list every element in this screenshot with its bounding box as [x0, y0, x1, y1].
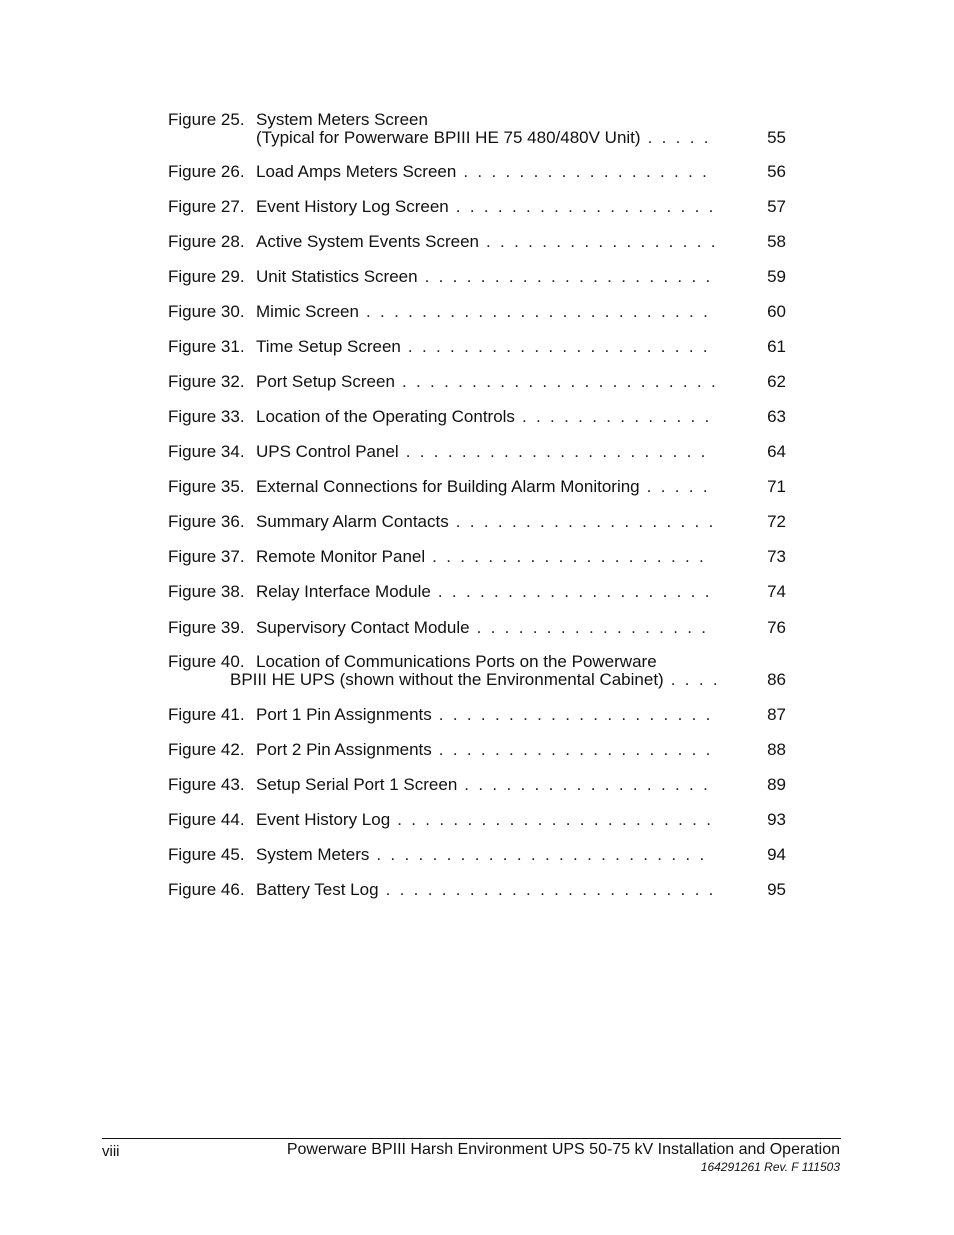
figure-title: Remote Monitor Panel	[256, 547, 426, 566]
figure-number: Figure 44.	[168, 810, 245, 829]
dot-leader: . . . . . . . . . . . . . . . . . . . .	[425, 547, 707, 566]
figure-title-row	[256, 373, 718, 391]
toc-entry	[168, 881, 788, 899]
toc-entry	[168, 478, 788, 496]
figure-title: Port 2 Pin Assignments	[256, 740, 432, 759]
figure-title: Battery Test Log	[256, 880, 379, 899]
figure-title-row	[256, 268, 713, 286]
dot-leader: . . . . . . . . . . . . . . . . . .	[456, 162, 710, 181]
toc-entry	[168, 268, 788, 286]
figure-title: Location of Communications Ports on the Powerware	[256, 652, 657, 671]
toc-entry	[168, 653, 788, 689]
figure-number: Figure 28.	[168, 232, 245, 251]
figure-title-row	[256, 198, 716, 216]
figure-number: Figure 38.	[168, 582, 245, 601]
page-number: 73	[767, 547, 786, 566]
toc-entry	[168, 303, 788, 321]
toc-entry	[168, 776, 788, 794]
page-number: 59	[767, 267, 786, 286]
figure-number: Figure 27.	[168, 197, 245, 216]
toc-entry	[168, 233, 788, 251]
toc-entry	[168, 583, 788, 601]
dot-leader: . . . . . . . . . . . . . . . . . . . . . . . .	[378, 880, 716, 899]
page-number: 88	[767, 740, 786, 759]
figure-title: System Meters	[256, 845, 370, 864]
dot-leader: . . . . . . . . . . . . . . . . . . . . . . . .	[369, 845, 707, 864]
toc-entry	[168, 111, 788, 147]
dot-leader: . . . . . . . . . . . . . . . . . . . .	[430, 582, 712, 601]
dot-leader: . . . . . . . . . . . . . . . . .	[469, 618, 709, 637]
page-number: 60	[767, 302, 786, 321]
figure-title-row	[256, 846, 706, 864]
figure-title: Active System Events Screen	[256, 232, 479, 251]
figure-title: Summary Alarm Contacts	[256, 512, 449, 531]
dot-leader: . . . . . . . . . . . . . . . . . . . . . . .	[390, 810, 714, 829]
figure-title-row	[256, 408, 712, 426]
dot-leader: . . . . . . . . . . . . . . . . . . .	[448, 197, 716, 216]
figure-number: Figure 33.	[168, 407, 245, 426]
dot-leader: . . . . .	[640, 128, 711, 147]
figure-title: Relay Interface Module	[256, 582, 431, 601]
figure-number: Figure 41.	[168, 705, 245, 724]
dot-leader: . . . . . . . . . . . . . . . . . . . . . . . . .	[358, 302, 711, 321]
dot-leader: . . . .	[663, 670, 720, 689]
figure-title: Event History Log Screen	[256, 197, 449, 216]
figure-title: Setup Serial Port 1 Screen	[256, 775, 458, 794]
toc-entry	[168, 338, 788, 356]
figure-title-row	[256, 811, 713, 829]
figure-title: System Meters Screen	[256, 110, 428, 129]
dot-leader: . . . . . . . . . . . . . .	[514, 407, 712, 426]
toc-entry	[168, 373, 788, 391]
figure-number: Figure 34.	[168, 442, 245, 461]
figure-title-row	[256, 303, 710, 321]
dot-leader: . . . . . . . . . . . . . . . . . . . . . .	[400, 337, 710, 356]
toc-entry	[168, 548, 788, 566]
figure-title-row	[256, 548, 706, 566]
figure-title: Supervisory Contact Module	[256, 618, 470, 637]
figure-number: Figure 39.	[168, 618, 245, 637]
figure-title-row	[256, 478, 710, 496]
figure-title-line2: BPIII HE UPS (shown without the Environmental Cabinet)	[230, 670, 664, 689]
toc-entry	[168, 408, 788, 426]
toc-entry	[168, 443, 788, 461]
figure-title: Event History Log	[256, 810, 391, 829]
toc-entry	[168, 619, 788, 637]
toc-entry	[168, 513, 788, 531]
figure-title-row	[256, 619, 708, 637]
page-number: 72	[767, 512, 786, 531]
toc-entry	[168, 846, 788, 864]
figure-title-continued	[256, 129, 711, 147]
page-number: 61	[767, 337, 786, 356]
figure-title-row	[256, 163, 709, 181]
figure-number: Figure 25.	[168, 110, 245, 129]
figure-number: Figure 31.	[168, 337, 245, 356]
figure-number: Figure 43.	[168, 775, 245, 794]
figure-title: External Connections for Building Alarm Monitoring	[256, 477, 640, 496]
dot-leader: . . . . . . . . . . . . . . . . . . . .	[431, 705, 713, 724]
toc-entry	[168, 163, 788, 181]
toc-entry	[168, 811, 788, 829]
page-number: 74	[767, 582, 786, 601]
page-number: 56	[767, 162, 786, 181]
page-number: 58	[767, 232, 786, 251]
dot-leader: . . . . . . . . . . . . . . . . . . . . . . .	[394, 372, 718, 391]
toc-entry	[168, 706, 788, 724]
page-number: 62	[767, 372, 786, 391]
dot-leader: . . . . . . . . . . . . . . . . . . .	[448, 512, 716, 531]
figure-title: Time Setup Screen	[256, 337, 401, 356]
dot-leader: . . . . . . . . . . . . . . . . .	[478, 232, 718, 251]
footer-document-title: Powerware BPIII Harsh Environment UPS 50-75 kV Installation and Operation	[286, 1141, 840, 1158]
page-number: 55	[767, 128, 786, 147]
figure-title-row	[256, 741, 713, 759]
figure-number: Figure 36.	[168, 512, 245, 531]
dot-leader: . . . . . . . . . . . . . . . . . . . . . .	[398, 442, 708, 461]
figure-number: Figure 45.	[168, 845, 245, 864]
page-number: 76	[767, 618, 786, 637]
figure-title-continued	[230, 671, 720, 689]
figure-number: Figure 35.	[168, 477, 245, 496]
page-number: 87	[767, 705, 786, 724]
figure-title-row	[256, 881, 716, 899]
figure-number: Figure 29.	[168, 267, 245, 286]
figure-title: Port 1 Pin Assignments	[256, 705, 432, 724]
figure-number: Figure 46.	[168, 880, 245, 899]
figure-number: Figure 40.	[168, 652, 245, 671]
figure-title-line2: (Typical for Powerware BPIII HE 75 480/480V Unit)	[256, 128, 641, 147]
figure-number: Figure 42.	[168, 740, 245, 759]
dot-leader: . . . . .	[639, 477, 710, 496]
page-number: 71	[767, 477, 786, 496]
dot-leader: . . . . . . . . . . . . . . . . . . . .	[431, 740, 713, 759]
figure-title-row	[256, 338, 710, 356]
figure-number: Figure 37.	[168, 547, 245, 566]
page-number: 64	[767, 442, 786, 461]
figure-number: Figure 26.	[168, 162, 245, 181]
dot-leader: . . . . . . . . . . . . . . . . . . . . .	[417, 267, 713, 286]
page-number: 89	[767, 775, 786, 794]
figure-title: Location of the Operating Controls	[256, 407, 515, 426]
page-number: 63	[767, 407, 786, 426]
footer-page-number: viii	[102, 1143, 120, 1160]
figure-title: UPS Control Panel	[256, 442, 399, 461]
figure-title: Load Amps Meters Screen	[256, 162, 457, 181]
figure-title: Port Setup Screen	[256, 372, 395, 391]
figure-title-row	[256, 583, 712, 601]
page-number: 94	[767, 845, 786, 864]
footer-divider	[102, 1138, 841, 1139]
figure-title-row	[256, 443, 708, 461]
footer-revision: 164291261 Rev. F 111503	[700, 1160, 840, 1174]
figure-number: Figure 30.	[168, 302, 245, 321]
figure-title-row	[256, 776, 710, 794]
figure-title: Mimic Screen	[256, 302, 359, 321]
figure-number: Figure 32.	[168, 372, 245, 391]
figure-title-row	[256, 513, 716, 531]
toc-entry	[168, 198, 788, 216]
page-number: 93	[767, 810, 786, 829]
page-number: 86	[767, 670, 786, 689]
page-number: 95	[767, 880, 786, 899]
dot-leader: . . . . . . . . . . . . . . . . . .	[457, 775, 711, 794]
page-number: 57	[767, 197, 786, 216]
figure-title-row	[256, 233, 718, 251]
toc-entry	[168, 741, 788, 759]
figure-title-row	[256, 706, 713, 724]
figure-title: Unit Statistics Screen	[256, 267, 418, 286]
